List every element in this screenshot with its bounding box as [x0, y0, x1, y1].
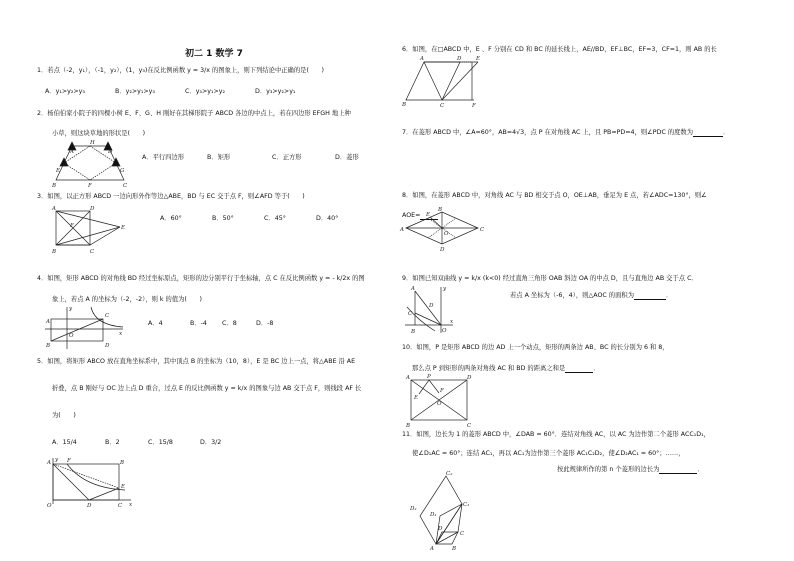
q6-label-b: B	[402, 102, 407, 108]
q8-rhombus-figure	[400, 207, 487, 253]
q2-label-e: E	[56, 168, 61, 174]
q5-option-d[interactable]: D．3/2	[200, 439, 222, 446]
q5-label-c: C	[118, 503, 123, 509]
q11-label-b: B	[452, 546, 457, 552]
q6-label-f: F	[472, 103, 476, 109]
q8-label-a: A	[400, 227, 404, 233]
q1-option-b[interactable]: B．y₂>y₁>y₃	[115, 88, 155, 95]
q10-label-f: F	[440, 388, 444, 394]
q5-label-y: y	[55, 457, 59, 463]
q4-label-y: y	[69, 306, 73, 312]
q2-label-b: B	[52, 183, 57, 189]
q11-line3: 按此规律所作的第 n 个菱形的边长为 ．	[557, 466, 704, 473]
q1-option-a[interactable]: A．y₁>y₂>y₃	[45, 88, 85, 95]
q3-label-f: F	[70, 223, 74, 229]
q3-square-figure	[50, 205, 125, 255]
q9-label-b: B	[411, 329, 416, 335]
q4-label-o: O	[69, 333, 74, 339]
q9-label-a: A	[411, 286, 415, 292]
q7-text: 7．在菱形 ABCD 中，∠A=60°，AB=4√3，点 P 在对角线 AC 上，且 PB=PD=4，则∠PDC 的度数为 ．	[402, 129, 730, 136]
q11-label-c: C	[460, 531, 465, 537]
q4-option-b[interactable]: B．-4	[190, 320, 207, 327]
q3-label-b: B	[52, 249, 57, 255]
q11-rhombus-sequence-figure	[400, 470, 490, 555]
q5-fold-figure	[45, 458, 135, 508]
q8-label-d: D	[440, 247, 445, 253]
q5-label-e: E	[121, 484, 126, 490]
q10-label-p: P	[427, 374, 431, 380]
q3-label-d: D	[90, 206, 95, 212]
q11-label-d2: D₂	[410, 506, 417, 512]
q2-option-a[interactable]: A．平行四边形	[142, 154, 185, 161]
q4-line2: 象上，若点 A 的坐标为（-2，-2），则 k 的值为( )	[52, 296, 202, 303]
q10-rectangle-figure	[405, 372, 475, 427]
q10-label-d: D	[467, 375, 472, 381]
q9-line2: 若点 A 坐标为（-6，4），则△AOC 的面积为 ．	[510, 292, 673, 299]
q10-label-a: A	[406, 375, 410, 381]
q9-hyperbola-figure	[405, 285, 455, 335]
q3-option-d[interactable]: D．40°	[316, 215, 339, 222]
q5-label-f: F	[67, 458, 71, 464]
q1-option-c[interactable]: C．y₃>y₁>y₂	[185, 88, 225, 95]
q4-label-c: C	[105, 313, 110, 319]
q2-label-c: C	[123, 183, 128, 189]
q10-line2: 那么点 P 到矩形的两条对角线 AC 和 BD 的距离之和是 ．	[412, 365, 600, 372]
q6-text: 6．如图，在□ABCD 中，E 、F 分别在 CD 和 BC 的延长线上，AE//BD，EF⊥BC，EF=3，CF=1，则 AB 的长	[402, 46, 717, 53]
q4-option-d[interactable]: D．-8	[256, 320, 274, 327]
q2-option-b[interactable]: B．矩形	[207, 154, 231, 161]
q4-line1: 4．如图，矩形 ABCD 的对角线 BD 经过坐标原点，矩形的边分别平行于坐标轴，点 C 在反比例函数 y = - k/2x 的图	[37, 275, 365, 282]
q2-line2: 小草，则这块草地的形状是( )	[52, 130, 146, 137]
q9-label-c: C	[408, 311, 413, 317]
q5-label-b: B	[120, 460, 125, 466]
q2-label-d: D	[108, 149, 113, 155]
q3-option-a[interactable]: A．60°	[160, 215, 182, 222]
q10-line1: 10．如图，P 是矩形 ABCD 的边 AD 上一个动点，矩形的两条边 AB、BC 的长分别为 6 和 8，	[402, 344, 669, 351]
q9-label-d: D	[429, 303, 434, 309]
q9-label-o: O	[442, 328, 447, 334]
q5-option-a[interactable]: A．15/4	[52, 439, 77, 446]
q8-line1: 8．如图，在菱形 ABCD 中，对角线 AC 与 BD 相交于点 O，OE⊥AB，垂足为 E 点，若∠ADC=130°，则∠	[402, 192, 707, 199]
q2-option-c[interactable]: C．正方形	[272, 154, 302, 161]
q8-label-o: O	[444, 231, 449, 237]
q5-label-a: A	[47, 460, 51, 466]
q9-label-y: y	[443, 286, 447, 292]
q2-line1: 2．杨伯伯家小院子的四棵小树 E、F、G、H 刚好在其梯形院子 ABCD 各边的中点上，若在四边形 EFGH 地上种	[37, 110, 351, 117]
q8-line2: AOE=	[402, 212, 438, 220]
q8-label-c: C	[480, 227, 485, 233]
q4-rectangle-figure	[45, 305, 125, 350]
q5-label-x: x	[129, 502, 133, 508]
q10-label-o: O	[437, 401, 442, 407]
q3-label-c: C	[90, 249, 95, 255]
q2-label-f: F	[88, 183, 92, 189]
q6-label-d: D	[457, 56, 462, 62]
q2-label-a: A	[70, 149, 74, 155]
q9-label-x: x	[450, 319, 454, 325]
q2-label-g: G	[120, 168, 125, 174]
q9-line1: 9．如图已知双曲线 y = k/x (k<0) 经过直角三角形 OAB 斜边 OA 的中点 D，且与直角边 AB 交于点 C．	[402, 275, 698, 282]
q11-label-c2: C₂	[446, 471, 453, 477]
q11-label-c1: C₁	[463, 502, 470, 508]
q4-label-a: A	[46, 319, 50, 325]
q5-line1: 5．如图，将矩形 ABCO 放在直角坐标系中，其中顶点 B 的坐标为（10，8），E 是 BC 边上一点，将△ABE 沿 AE	[37, 358, 356, 365]
q11-label-d1: D₁	[430, 512, 437, 518]
q5-option-c[interactable]: C．15/8	[148, 439, 173, 446]
q10-label-b: B	[406, 423, 411, 429]
q5-line3: 为( )	[52, 412, 76, 419]
q2-label-h: H	[90, 140, 95, 146]
q3-option-b[interactable]: B．50°	[212, 215, 234, 222]
q11-line2: 使∠D₁AC = 60°；连结 AC₁，再以 AC₁为边作第三个菱形 AC₁C₂D₂，使∠D₂AC₁ = 60°；……，	[412, 450, 685, 457]
q3-label-a: A	[52, 206, 56, 212]
q4-label-b: B	[46, 343, 51, 349]
q2-trapezoid-figure	[50, 142, 130, 188]
q3-text: 3．如图，以正方形 ABCD 一边向形外作等边△ABE，BD 与 EC 交于点 F，则∠AFD 等于( )	[37, 193, 305, 200]
q4-label-d: D	[105, 343, 110, 349]
q4-option-c[interactable]: C．8	[222, 320, 237, 327]
q11-label-d: D	[438, 526, 443, 532]
q3-label-e: E	[121, 225, 126, 231]
q5-label-d: D	[87, 503, 92, 509]
q6-label-e: E	[476, 56, 481, 62]
page-title: 初二 1 数学 7	[185, 49, 243, 59]
q4-option-a[interactable]: A．4	[148, 320, 163, 327]
q8-label-b: B	[438, 207, 443, 213]
q3-option-c[interactable]: C．45°	[264, 215, 286, 222]
q6-label-c: C	[440, 103, 445, 109]
q10-label-e: E	[414, 395, 419, 401]
q4-label-x: x	[119, 331, 123, 337]
q2-option-d[interactable]: D．菱形	[335, 154, 359, 161]
q10-label-c: C	[467, 423, 472, 429]
q5-option-b[interactable]: B．2	[105, 439, 120, 446]
q11-line1: 11．如图，边长为 1 的菱形 ABCD 中，∠DAB = 60°．连结对角线 AC，以 AC 为边作第二个菱形 ACC₁D₁，	[402, 431, 710, 438]
q5-line2: 折叠，点 B 刚好与 OC 边上点 D 重合，过点 E 的反比例函数 y = k/x 的图象与边 AB 交于点 F，则线段 AF 长	[52, 385, 362, 392]
q5-label-o: O	[47, 503, 52, 509]
q6-parallelogram-figure	[402, 56, 482, 108]
q6-label-a: A	[420, 56, 424, 62]
q1-text: 1．若点（-2，y₁），（-1，y₂），(1，y₃)在反比例函数 y = 3/x 的图象上，则下列结论中正确的是( )	[37, 67, 324, 74]
q11-label-a: A	[430, 546, 434, 552]
q1-option-d[interactable]: D．y₃>y₂>y₁	[255, 88, 296, 95]
q8-label-e: E	[426, 212, 431, 218]
